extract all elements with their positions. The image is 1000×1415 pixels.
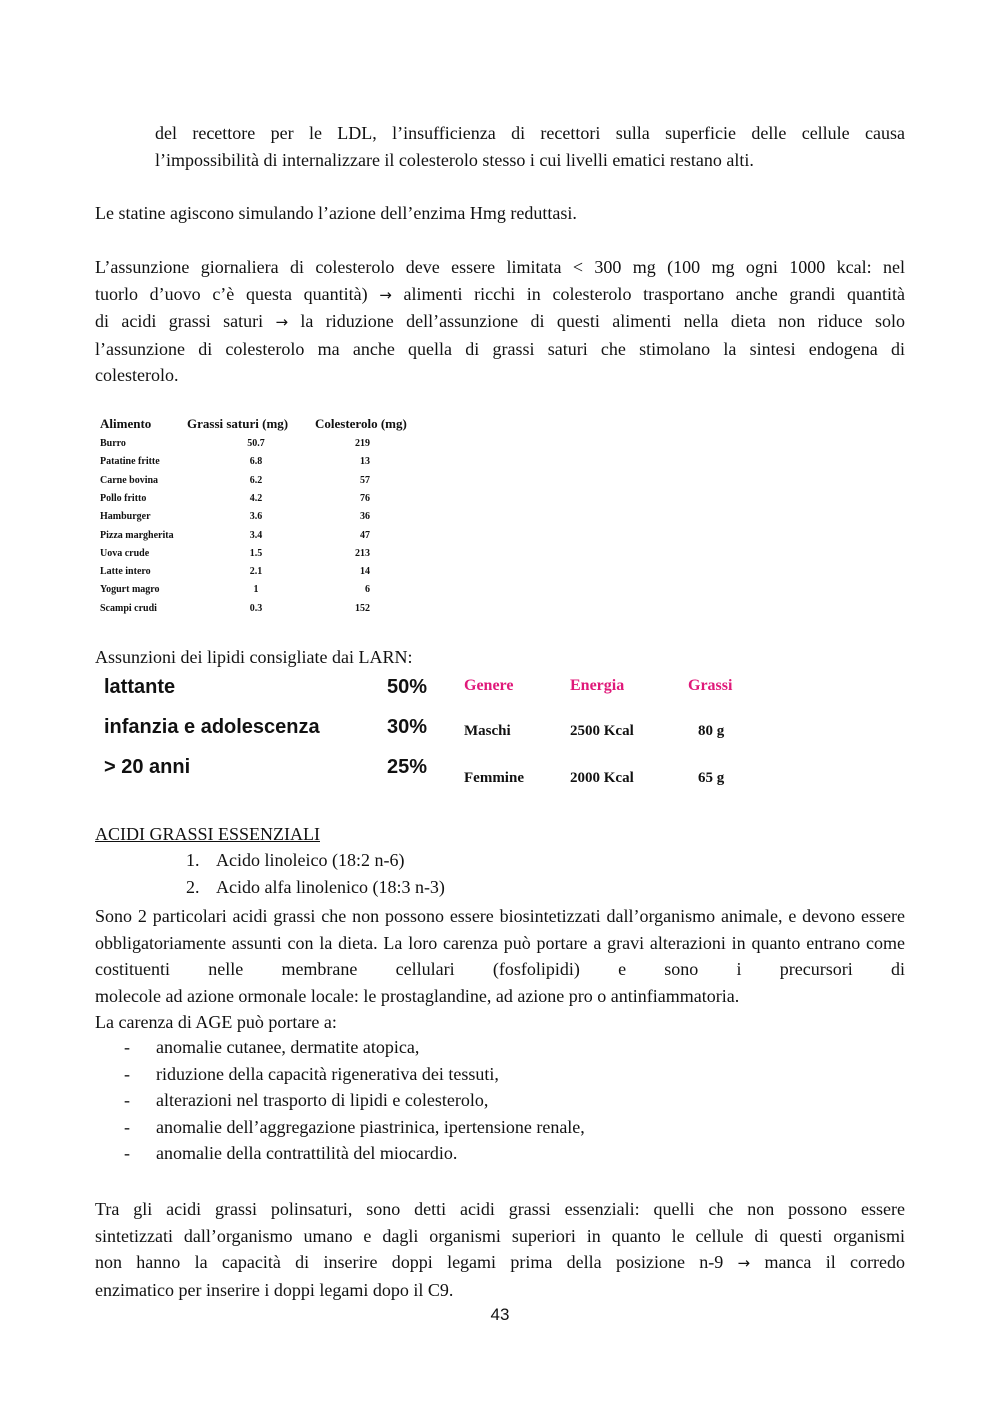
larn-age-label: lattante [104, 676, 176, 698]
table-row [100, 438, 430, 456]
arrow-icon: → [275, 313, 289, 331]
table-cell: 3.6 [249, 511, 263, 523]
larn-age-label: infanzia e adolescenza [104, 716, 320, 738]
col-header-grassi: Grassi saturi (mg) [187, 416, 289, 431]
arrow-icon: → [737, 1254, 751, 1272]
table-row [100, 456, 430, 474]
table-cell: 4.2 [249, 492, 263, 504]
table-cell: 3.4 [249, 529, 263, 541]
statine-paragraph: Le statine agiscono simulando l’azione dell’enzima Hmg reduttasi. [95, 203, 577, 223]
table-cell: 14 [360, 566, 370, 578]
table-cell: 1 [253, 584, 259, 596]
age-paragraph: Sono 2 particolari acidi grassi che non possono essere biosintetizzati dall’organismo animale, e devono essere obbligatoriamente assunti con la dieta. La loro carenza può portare a gravi alterazioni in quanto entrano come costituenti nelle membrane cellulari (fosfolipidi) e sono i precursori di molecole ad azione ormonale locale: le prostaglandine, ad azione pro o antinfiammatoria. La carenza di AGE può portare a: [95, 906, 905, 1032]
arrow-icon: → [379, 285, 392, 304]
table-cell: 47 [360, 529, 370, 541]
larn-title: Assunzioni dei lipidi consigliate dai LARN: [95, 647, 413, 667]
intro-paragraph [155, 120, 905, 173]
col-header-alimento: Alimento [100, 416, 152, 431]
table-cell: Yogurt magro [100, 584, 160, 596]
list-item: - anomalie dell’aggregazione piastrinica, ipertensione renale, [124, 1117, 585, 1137]
table-cell: 50.7 [247, 438, 265, 449]
list-item: 1. Acido linoleico (18:2 n-6) [186, 850, 405, 870]
nut-header-grassi: Grassi [688, 677, 733, 694]
table-cell: 213 [355, 547, 370, 559]
table-cell: Hamburger [100, 511, 151, 523]
assunzione-line-3: di acidi grassi saturi → la riduzione dell’assunzione di questi alimenti nella dieta non riduce solo [95, 311, 906, 331]
larn-age-pct: 25% [387, 756, 428, 778]
table-cell: 6.2 [249, 474, 263, 486]
table-cell: 152 [355, 602, 370, 614]
list-item: - anomalie cutanee, dermatite atopica, [124, 1037, 420, 1057]
final-paragraph: Tra gli acidi grassi polinsaturi, sono detti acidi grassi essenziali: quelli che non possono essere sintetizzati dall’organismo umano e dagli organismi superiori in quanto le cellule di questi organismi non hanno la capacità di inserire doppi legami prima della posizione n-9 → manca il corredo enzimatico per inserire i doppi legami dopo il C9. [95, 1199, 905, 1300]
table-row [100, 566, 430, 584]
table-row [100, 548, 430, 566]
table-cell: 6 [365, 584, 370, 596]
assunzione-paragraph [95, 254, 905, 389]
table-row [100, 493, 430, 511]
larn-age-label: > 20 anni [104, 756, 191, 778]
page-number: 43 [490, 1305, 510, 1324]
nut-header-energia: Energia [570, 677, 625, 694]
table-cell: 6.8 [249, 456, 263, 468]
table-cell: 76 [360, 492, 370, 504]
table-row [100, 475, 430, 493]
table-row [100, 511, 430, 529]
table-cell: Burro [100, 438, 126, 449]
col-header-colesterolo: Colesterolo (mg) [315, 416, 407, 431]
table-cell: Patatine fritte [100, 456, 160, 468]
nut-cell: 80 g [698, 723, 725, 739]
table-cell: Latte intero [100, 566, 151, 578]
table-row [100, 603, 430, 621]
assunzione-line-1: L’assunzione giornaliera di colesterolo deve essere limitata < 300 mg (100 mg ogni 1000 kcal: nel [95, 257, 905, 277]
list-item: - riduzione della capacità rigenerativa dei tessuti, [124, 1064, 499, 1084]
table-cell: 57 [360, 474, 370, 486]
table-cell: Uova crude [100, 547, 150, 559]
intro-line-2: l’impossibilità di internalizzare il colesterolo stesso i cui livelli ematici restano alti. [155, 149, 754, 170]
intro-line-1: del recettore per le LDL, l’insufficienza di recettori sulla superficie delle cellule causa [155, 123, 905, 143]
nut-cell: 2500 Kcal [570, 723, 634, 739]
table-cell: 1.5 [249, 547, 263, 559]
list-item: 2. Acido alfa linolenico (18:3 n-3) [186, 877, 445, 897]
table-cell: Carne bovina [100, 474, 159, 486]
nut-header-genere: Genere [464, 677, 514, 694]
table-cell: 219 [355, 438, 370, 449]
table-cell: Pollo fritto [100, 492, 147, 504]
table-cell: 2.1 [249, 566, 263, 578]
nut-cell: 2000 Kcal [570, 770, 634, 786]
table-cell: 36 [360, 511, 370, 523]
larn-age-pct: 50% [387, 676, 428, 698]
section-heading: ACIDI GRASSI ESSENZIALI [95, 824, 320, 844]
list-item: - anomalie della contrattilità del miocardio. [124, 1143, 458, 1163]
table-cell: Scampi crudi [100, 602, 157, 614]
larn-age-pct: 30% [387, 716, 428, 738]
list-item: - alterazioni nel trasporto di lipidi e colesterolo, [124, 1090, 489, 1110]
assunzione-line-4: l’assunzione di colesterolo ma anche quella di grassi saturi che stimolano la sintesi endogena di [95, 338, 905, 359]
nut-cell: Maschi [464, 723, 511, 739]
table-row [100, 530, 430, 548]
nut-cell: Femmine [464, 770, 524, 786]
table-cell: 13 [360, 456, 370, 468]
table-cell: 0.3 [249, 602, 263, 614]
assunzione-line-5: colesterolo. [95, 365, 179, 385]
assunzione-line-2: tuorlo d’uovo c’è questa quantità) → alimenti ricchi in colesterolo trasportano anche grandi quantità [95, 283, 906, 304]
nut-cell: 65 g [698, 770, 725, 786]
table-cell: Pizza margherita [100, 529, 174, 541]
table-row [100, 584, 430, 602]
